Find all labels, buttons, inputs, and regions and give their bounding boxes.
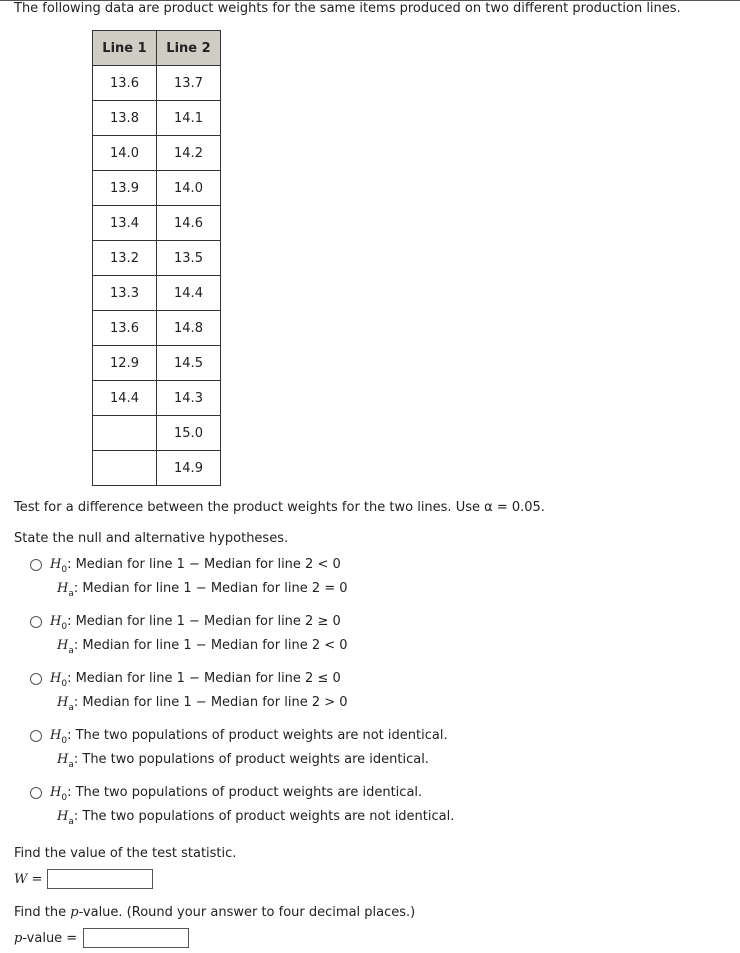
table-header-row	[93, 31, 221, 66]
h0-text: : Median for line 1 − Median for line 2 < 0	[67, 557, 341, 572]
w-label-text: W =	[14, 872, 43, 887]
table-row	[93, 416, 221, 451]
table-cell: 15.0	[157, 416, 221, 451]
table-row	[93, 451, 221, 486]
p-prompt-italic: p	[70, 905, 79, 920]
ha-text: : Median for line 1 − Median for line 2 > 0	[73, 695, 348, 710]
header-line-2: Line 2	[157, 31, 221, 66]
table-cell: 13.2	[93, 241, 157, 276]
ha-line: $H_a$: Median for line 1 − Median for line 2 < 0	[57, 638, 348, 656]
radio-button[interactable]	[30, 673, 42, 685]
h0-text: : The two populations of product weights are identical.	[67, 785, 423, 800]
table-cell: 14.4	[93, 381, 157, 416]
p-value-label	[14, 931, 77, 946]
table-cell: 13.6	[93, 66, 157, 101]
table-cell: 13.7	[157, 66, 221, 101]
table-cell: 14.5	[157, 346, 221, 381]
table-cell: 13.5	[157, 241, 221, 276]
intro-text: The following data are product weights for the same items produced on two different production lines.	[14, 1, 681, 16]
h0-text: : Median for line 1 − Median for line 2 ≥ 0	[67, 614, 341, 629]
table-row	[93, 311, 221, 346]
table-cell: 13.8	[93, 101, 157, 136]
state-prompt: State the null and alternative hypotheses.	[14, 531, 289, 546]
table-row	[93, 276, 221, 311]
h0-line: $H_0$: The two populations of product weights are identical.	[50, 785, 423, 803]
table-cell: 14.1	[157, 101, 221, 136]
h0-line: $H_0$: Median for line 1 − Median for line 2 ≤ 0	[50, 671, 341, 689]
table-cell: 14.8	[157, 311, 221, 346]
ha-text: : Median for line 1 − Median for line 2 = 0	[73, 581, 348, 596]
h0-text: : Median for line 1 − Median for line 2 ≤ 0	[67, 671, 341, 686]
p-prompt	[14, 905, 415, 920]
table-cell: 13.4	[93, 206, 157, 241]
radio-button[interactable]	[30, 559, 42, 571]
radio-button[interactable]	[30, 730, 42, 742]
table-cell: 14.4	[157, 276, 221, 311]
radio-button[interactable]	[30, 616, 42, 628]
stat-prompt: Find the value of the test statistic.	[14, 846, 237, 861]
ha-line: $H_a$: Median for line 1 − Median for line 2 = 0	[57, 581, 348, 599]
ha-text: : Median for line 1 − Median for line 2 < 0	[73, 638, 348, 653]
p-prompt-post: -value. (Round your answer to four decimal places.)	[78, 905, 416, 920]
table-cell: 13.3	[93, 276, 157, 311]
h0-text: : The two populations of product weights are not identical.	[67, 728, 448, 743]
h0-line: $H_0$: Median for line 1 − Median for line 2 ≥ 0	[50, 614, 341, 632]
table-row	[93, 346, 221, 381]
h0-line: $H_0$: The two populations of product weights are not identical.	[50, 728, 448, 746]
table-cell	[93, 451, 157, 486]
table-cell: 12.9	[93, 346, 157, 381]
p-prompt-pre: Find the	[14, 905, 71, 920]
table-cell: 14.0	[157, 171, 221, 206]
table-cell: 13.9	[93, 171, 157, 206]
ha-line: $H_a$: The two populations of product weights are identical.	[57, 752, 429, 770]
table-row	[93, 101, 221, 136]
p-value-input[interactable]	[83, 928, 189, 948]
table-cell: 14.0	[93, 136, 157, 171]
table-cell	[93, 416, 157, 451]
p-label-post: -value =	[22, 931, 78, 946]
table-row	[93, 136, 221, 171]
table-row	[93, 66, 221, 101]
p-label-italic: p	[14, 931, 23, 946]
table-row	[93, 241, 221, 276]
ha-text: : The two populations of product weights are identical.	[73, 752, 429, 767]
table-cell: 14.3	[157, 381, 221, 416]
table-row	[93, 171, 221, 206]
table-cell: 14.9	[157, 451, 221, 486]
data-table	[92, 30, 221, 486]
header-line-1: Line 1	[93, 31, 157, 66]
h0-line: $H_0$: Median for line 1 − Median for line 2 < 0	[50, 557, 341, 575]
ha-line: $H_a$: Median for line 1 − Median for line 2 > 0	[57, 695, 348, 713]
table-cell: 13.6	[93, 311, 157, 346]
table-row	[93, 206, 221, 241]
w-input[interactable]	[47, 869, 153, 889]
radio-button[interactable]	[30, 787, 42, 799]
test-prompt: Test for a difference between the product weights for the two lines. Use α = 0.05.	[14, 500, 545, 515]
w-label	[14, 872, 42, 887]
table-cell: 14.2	[157, 136, 221, 171]
table-row	[93, 381, 221, 416]
ha-text: : The two populations of product weights are not identical.	[73, 809, 455, 824]
table-cell: 14.6	[157, 206, 221, 241]
ha-line: $H_a$: The two populations of product weights are not identical.	[57, 809, 455, 827]
